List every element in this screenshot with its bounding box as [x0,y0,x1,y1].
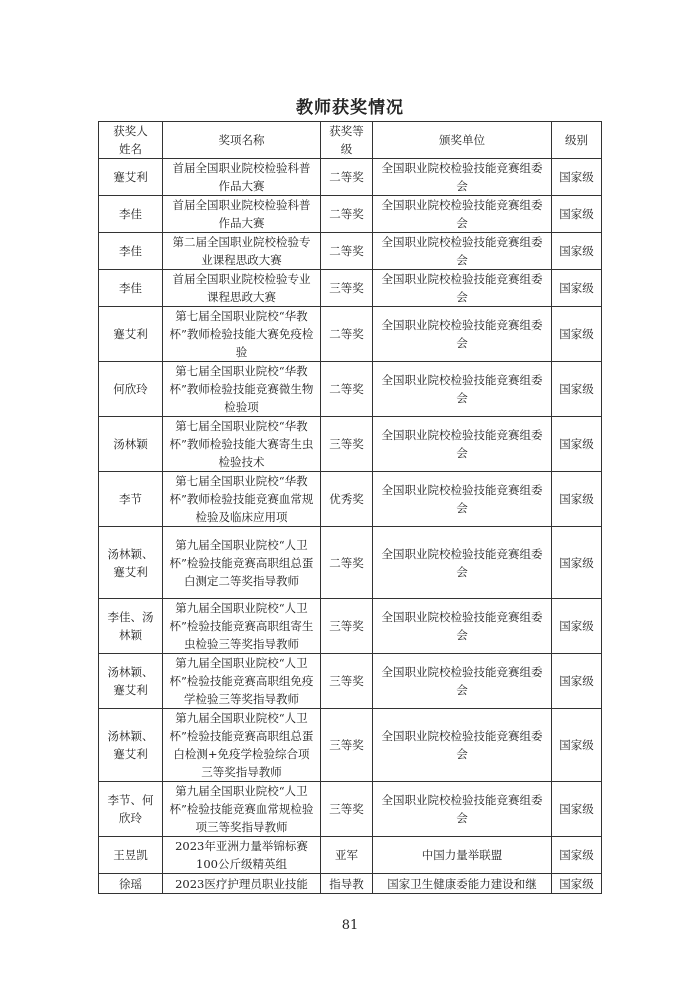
awards-table-container [98,121,601,894]
header-award-grade: 获奖等 级 [321,122,373,159]
issuing-org-cell: 全国职业院校检验技能竞赛组委会 [373,233,552,270]
table-row [99,599,602,654]
issuing-org-cell: 国家卫生健康委能力建设和继 [373,874,552,894]
level-cell: 国家级 [552,709,602,782]
issuing-org-cell: 全国职业院校检验技能竞赛组委会 [373,527,552,599]
award-name-cell: 第七届全国职业院校“华教杯”教师检验技能竞赛血常规检验及临床应用项 [163,472,321,527]
winner-name-cell: 徐瑶 [99,874,163,894]
level-cell: 国家级 [552,159,602,196]
winner-name-cell: 李节 [99,472,163,527]
award-grade-cell: 亚军 [321,837,373,874]
issuing-org-cell: 全国职业院校检验技能竞赛组委会 [373,709,552,782]
award-name-cell: 第七届全国职业院校“华教杯”教师检验技能大赛免疫检验 [163,307,321,362]
winner-name-cell: 李佳 [99,196,163,233]
table-row [99,362,602,417]
table-row [99,709,602,782]
issuing-org-cell: 全国职业院校检验技能竞赛组委会 [373,362,552,417]
award-name-cell: 第九届全国职业院校“人卫杯”检验技能竞赛高职组总蛋白测定二等奖指导教师 [163,527,321,599]
issuing-org-cell: 全国职业院校检验技能竞赛组委会 [373,196,552,233]
awards-table-body [99,159,602,894]
winner-name-cell: 李佳 [99,270,163,307]
header-winner-name: 获奖人 姓名 [99,122,163,159]
winner-name-cell: 蹇艾利 [99,307,163,362]
header-level: 级别 [552,122,602,159]
award-grade-cell: 优秀奖 [321,472,373,527]
level-cell: 国家级 [552,270,602,307]
level-cell: 国家级 [552,417,602,472]
level-cell: 国家级 [552,654,602,709]
level-cell: 国家级 [552,599,602,654]
award-grade-cell: 三等奖 [321,709,373,782]
level-cell: 国家级 [552,527,602,599]
page-title: 教师获奖情况 [296,98,404,118]
level-cell: 国家级 [552,233,602,270]
award-grade-cell: 二等奖 [321,233,373,270]
award-name-cell: 首届全国职业院校检验专业课程思政大赛 [163,270,321,307]
winner-name-cell: 李佳、汤林颖 [99,599,163,654]
award-grade-cell: 三等奖 [321,599,373,654]
winner-name-cell: 李佳 [99,233,163,270]
award-grade-cell: 指导教 [321,874,373,894]
page-number: 81 [341,918,359,933]
level-cell: 国家级 [552,837,602,874]
level-cell: 国家级 [552,196,602,233]
issuing-org-cell: 全国职业院校检验技能竞赛组委会 [373,159,552,196]
awards-table [98,121,602,894]
header-issuing-org: 颁奖单位 [373,122,552,159]
winner-name-cell: 汤林颖、蹇艾利 [99,527,163,599]
table-header-row [99,122,602,159]
table-row [99,837,602,874]
level-cell: 国家级 [552,307,602,362]
table-row [99,527,602,599]
winner-name-cell: 汤林颖、蹇艾利 [99,709,163,782]
table-row [99,782,602,837]
award-grade-cell: 二等奖 [321,307,373,362]
award-grade-cell: 二等奖 [321,527,373,599]
award-name-cell: 第九届全国职业院校“人卫杯”检验技能竞赛高职组寄生虫检验三等奖指导教师 [163,599,321,654]
level-cell: 国家级 [552,362,602,417]
winner-name-cell: 李节、何欣玲 [99,782,163,837]
table-row [99,472,602,527]
award-name-cell: 第七届全国职业院校“华教杯”教师检验技能竞赛微生物检验项 [163,362,321,417]
issuing-org-cell: 中国力量举联盟 [373,837,552,874]
issuing-org-cell: 全国职业院校检验技能竞赛组委会 [373,307,552,362]
award-grade-cell: 三等奖 [321,654,373,709]
issuing-org-cell: 全国职业院校检验技能竞赛组委会 [373,472,552,527]
award-name-cell: 2023年亚洲力量举锦标赛100公斤级精英组 [163,837,321,874]
award-name-cell: 第九届全国职业院校“人卫杯”检验技能竞赛高职组免疫学检验三等奖指导教师 [163,654,321,709]
winner-name-cell: 汤林颖、蹇艾利 [99,654,163,709]
award-grade-cell: 二等奖 [321,362,373,417]
award-name-cell: 第九届全国职业院校“人卫杯”检验技能竞赛血常规检验项三等奖指导教师 [163,782,321,837]
award-grade-cell: 三等奖 [321,782,373,837]
winner-name-cell: 何欣玲 [99,362,163,417]
award-name-cell: 2023医疗护理员职业技能 [163,874,321,894]
level-cell: 国家级 [552,874,602,894]
award-name-cell: 首届全国职业院校检验科普作品大赛 [163,159,321,196]
winner-name-cell: 汤林颖 [99,417,163,472]
level-cell: 国家级 [552,782,602,837]
header-award-name: 奖项名称 [163,122,321,159]
issuing-org-cell: 全国职业院校检验技能竞赛组委会 [373,654,552,709]
award-name-cell: 第二届全国职业院校检验专业课程思政大赛 [163,233,321,270]
winner-name-cell: 蹇艾利 [99,159,163,196]
award-name-cell: 第九届全国职业院校“人卫杯”检验技能竞赛高职组总蛋白检测+免疫学检验综合项三等奖指导教师 [163,709,321,782]
table-row [99,654,602,709]
table-row [99,417,602,472]
award-name-cell: 第七届全国职业院校“华教杯”教师检验技能大赛寄生虫检验技术 [163,417,321,472]
level-cell: 国家级 [552,472,602,527]
table-row [99,270,602,307]
table-row [99,233,602,270]
table-row [99,159,602,196]
award-grade-cell: 三等奖 [321,270,373,307]
table-row [99,874,602,894]
table-row [99,307,602,362]
award-name-cell: 首届全国职业院校检验科普作品大赛 [163,196,321,233]
table-row [99,196,602,233]
award-grade-cell: 二等奖 [321,196,373,233]
issuing-org-cell: 全国职业院校检验技能竞赛组委会 [373,599,552,654]
winner-name-cell: 王昱凯 [99,837,163,874]
issuing-org-cell: 全国职业院校检验技能竞赛组委会 [373,417,552,472]
issuing-org-cell: 全国职业院校检验技能竞赛组委会 [373,782,552,837]
award-grade-cell: 二等奖 [321,159,373,196]
issuing-org-cell: 全国职业院校检验技能竞赛组委会 [373,270,552,307]
award-grade-cell: 三等奖 [321,417,373,472]
